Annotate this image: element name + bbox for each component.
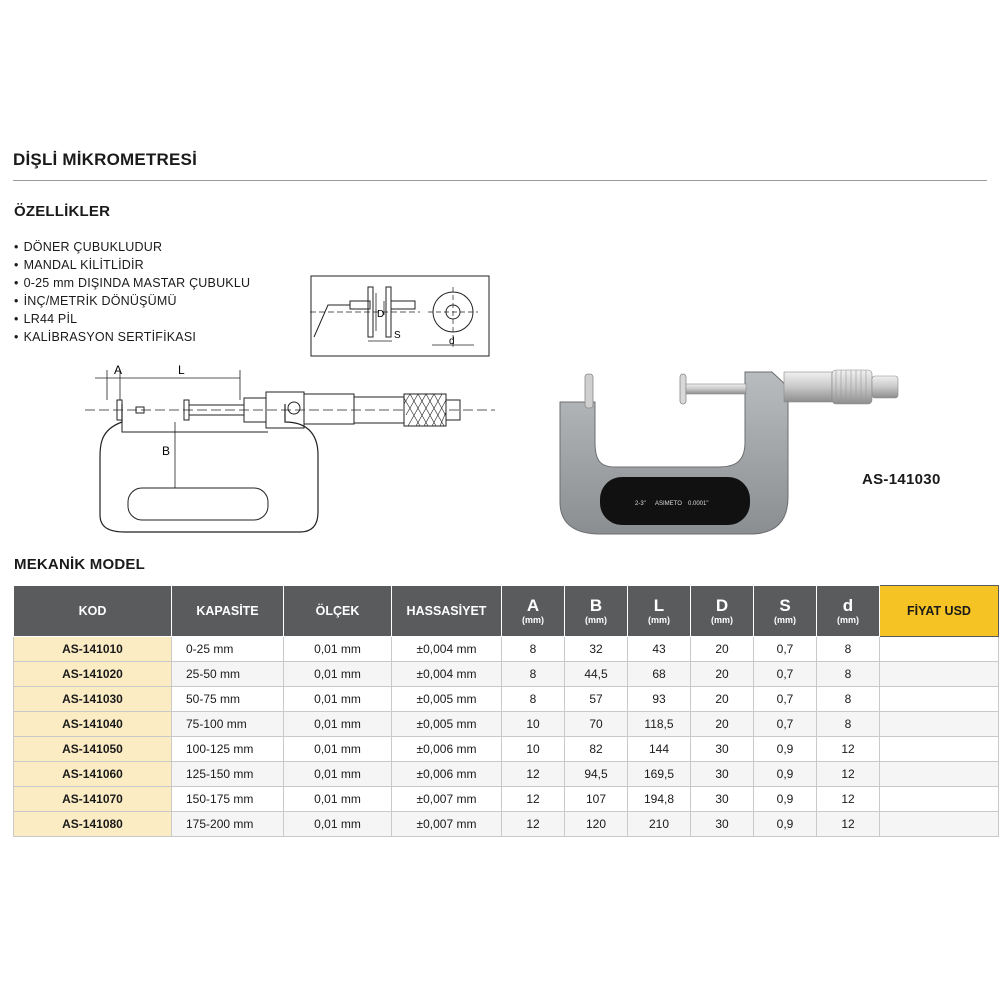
feature-item: • İNÇ/METRİK DÖNÜŞÜMÜ (14, 292, 250, 310)
features-heading: ÖZELLİKLER (14, 203, 111, 220)
table-cell-kapasite: 75-100 mm (172, 712, 284, 737)
table-cell-price (880, 762, 999, 787)
table-cell-hassasiyet: ±0,004 mm (392, 662, 502, 687)
feature-item: • 0-25 mm DIŞINDA MASTAR ÇUBUKLU (14, 274, 250, 292)
table-cell-price (880, 687, 999, 712)
table-cell-d-big: 20 (691, 662, 754, 687)
table-cell-a: 8 (502, 662, 565, 687)
table-cell-code: AS-141080 (14, 812, 172, 837)
table-cell-d-small: 8 (817, 687, 880, 712)
header-d-small: d (mm) (817, 586, 880, 637)
table-cell-a: 12 (502, 762, 565, 787)
photo-brand-text: ASIMETO (655, 501, 682, 507)
header-olcek: ÖLÇEK (284, 586, 392, 637)
product-photo (540, 362, 920, 542)
table-cell-hassasiyet: ±0,005 mm (392, 687, 502, 712)
table-row (14, 687, 999, 712)
table-row (14, 737, 999, 762)
feature-item: • KALİBRASYON SERTİFİKASI (14, 328, 250, 346)
table-cell-l: 210 (628, 812, 691, 837)
table-cell-l: 43 (628, 637, 691, 662)
table-cell-b: 44,5 (565, 662, 628, 687)
table-cell-olcek: 0,01 mm (284, 737, 392, 762)
label-s: S (394, 330, 401, 341)
table-cell-a: 10 (502, 737, 565, 762)
table-cell-s: 0,9 (754, 812, 817, 837)
table-row (14, 637, 999, 662)
table-cell-code: AS-141030 (14, 687, 172, 712)
table-cell-a: 12 (502, 787, 565, 812)
table-cell-olcek: 0,01 mm (284, 812, 392, 837)
table-cell-l: 93 (628, 687, 691, 712)
table-cell-code: AS-141040 (14, 712, 172, 737)
table-cell-hassasiyet: ±0,007 mm (392, 787, 502, 812)
table-cell-b: 32 (565, 637, 628, 662)
table-cell-olcek: 0,01 mm (284, 787, 392, 812)
table-row (14, 712, 999, 737)
table-cell-s: 0,7 (754, 662, 817, 687)
header-kod: KOD (14, 586, 172, 637)
table-cell-l: 144 (628, 737, 691, 762)
table-cell-code: AS-141020 (14, 662, 172, 687)
table-cell-d-small: 8 (817, 712, 880, 737)
table-cell-kapasite: 125-150 mm (172, 762, 284, 787)
table-cell-kapasite: 175-200 mm (172, 812, 284, 837)
table-cell-b: 70 (565, 712, 628, 737)
table-cell-olcek: 0,01 mm (284, 712, 392, 737)
model-label: AS-141030 (862, 471, 941, 488)
table-cell-code: AS-141070 (14, 787, 172, 812)
table-cell-price (880, 787, 999, 812)
table-cell-price (880, 712, 999, 737)
label-b: B (162, 444, 171, 458)
table-cell-d-small: 8 (817, 662, 880, 687)
micrometer-line-drawing (80, 360, 500, 540)
header-d-big: D (mm) (691, 586, 754, 637)
table-cell-kapasite: 50-75 mm (172, 687, 284, 712)
header-price: FİYAT USD (880, 586, 999, 637)
table-row (14, 762, 999, 787)
table-cell-s: 0,9 (754, 787, 817, 812)
header-l: L (mm) (628, 586, 691, 637)
table-cell-d-small: 12 (817, 812, 880, 837)
feature-item: • LR44 PİL (14, 310, 250, 328)
table-header-row (14, 586, 999, 637)
table-cell-a: 12 (502, 812, 565, 837)
table-cell-b: 120 (565, 812, 628, 837)
header-kapasite: KAPASİTE (172, 586, 284, 637)
table-cell-hassasiyet: ±0,005 mm (392, 712, 502, 737)
table-cell-kapasite: 150-175 mm (172, 787, 284, 812)
table-cell-code: AS-141050 (14, 737, 172, 762)
table-cell-s: 0,9 (754, 762, 817, 787)
label-l: L (178, 363, 185, 377)
table-cell-price (880, 737, 999, 762)
label-d-small: d (449, 336, 455, 347)
table-cell-d-big: 30 (691, 762, 754, 787)
table-cell-d-big: 30 (691, 737, 754, 762)
table-cell-l: 118,5 (628, 712, 691, 737)
table-cell-s: 0,9 (754, 737, 817, 762)
table-cell-a: 10 (502, 712, 565, 737)
table-row (14, 662, 999, 687)
table-cell-olcek: 0,01 mm (284, 637, 392, 662)
table-cell-b: 82 (565, 737, 628, 762)
table-cell-d-small: 12 (817, 737, 880, 762)
table-cell-hassasiyet: ±0,006 mm (392, 737, 502, 762)
table-cell-d-small: 12 (817, 787, 880, 812)
feature-item: • DÖNER ÇUBUKLUDUR (14, 238, 250, 256)
label-d-big: D (377, 309, 385, 320)
table-cell-price (880, 812, 999, 837)
table-cell-l: 68 (628, 662, 691, 687)
table-cell-d-big: 30 (691, 787, 754, 812)
feature-item: • MANDAL KİLİTLİDİR (14, 256, 250, 274)
table-cell-b: 57 (565, 687, 628, 712)
table-cell-d-big: 20 (691, 687, 754, 712)
features-list (14, 238, 250, 346)
table-cell-d-big: 30 (691, 812, 754, 837)
table-heading: MEKANİK MODEL (14, 556, 145, 573)
table-cell-kapasite: 100-125 mm (172, 737, 284, 762)
spec-table (13, 585, 999, 837)
table-cell-kapasite: 0-25 mm (172, 637, 284, 662)
header-a: A (mm) (502, 586, 565, 637)
table-cell-price (880, 662, 999, 687)
table-cell-l: 194,8 (628, 787, 691, 812)
table-cell-l: 169,5 (628, 762, 691, 787)
table-cell-s: 0,7 (754, 712, 817, 737)
title-divider (13, 180, 987, 181)
table-cell-code: AS-141060 (14, 762, 172, 787)
table-cell-olcek: 0,01 mm (284, 687, 392, 712)
table-row (14, 812, 999, 837)
table-cell-a: 8 (502, 637, 565, 662)
header-b: B (mm) (565, 586, 628, 637)
page-title: DİŞLİ MİKROMETRESİ (13, 150, 197, 169)
table-cell-b: 107 (565, 787, 628, 812)
table-cell-a: 8 (502, 687, 565, 712)
header-hassasiyet: HASSASİYET (392, 586, 502, 637)
photo-scale-left: 2-3" (635, 501, 646, 507)
table-cell-price (880, 637, 999, 662)
table-cell-olcek: 0,01 mm (284, 662, 392, 687)
anvil-detail-diagram (310, 275, 490, 357)
table-cell-hassasiyet: ±0,007 mm (392, 812, 502, 837)
table-cell-hassasiyet: ±0,004 mm (392, 637, 502, 662)
header-s: S (mm) (754, 586, 817, 637)
table-cell-s: 0,7 (754, 637, 817, 662)
label-a: A (114, 363, 123, 377)
table-cell-s: 0,7 (754, 687, 817, 712)
table-cell-kapasite: 25-50 mm (172, 662, 284, 687)
table-cell-d-big: 20 (691, 637, 754, 662)
table-cell-code: AS-141010 (14, 637, 172, 662)
table-cell-d-big: 20 (691, 712, 754, 737)
table-row (14, 787, 999, 812)
table-cell-d-small: 12 (817, 762, 880, 787)
photo-scale-right: 0.0001" (688, 501, 709, 507)
table-cell-olcek: 0,01 mm (284, 762, 392, 787)
table-cell-b: 94,5 (565, 762, 628, 787)
table-cell-hassasiyet: ±0,006 mm (392, 762, 502, 787)
table-cell-d-small: 8 (817, 637, 880, 662)
